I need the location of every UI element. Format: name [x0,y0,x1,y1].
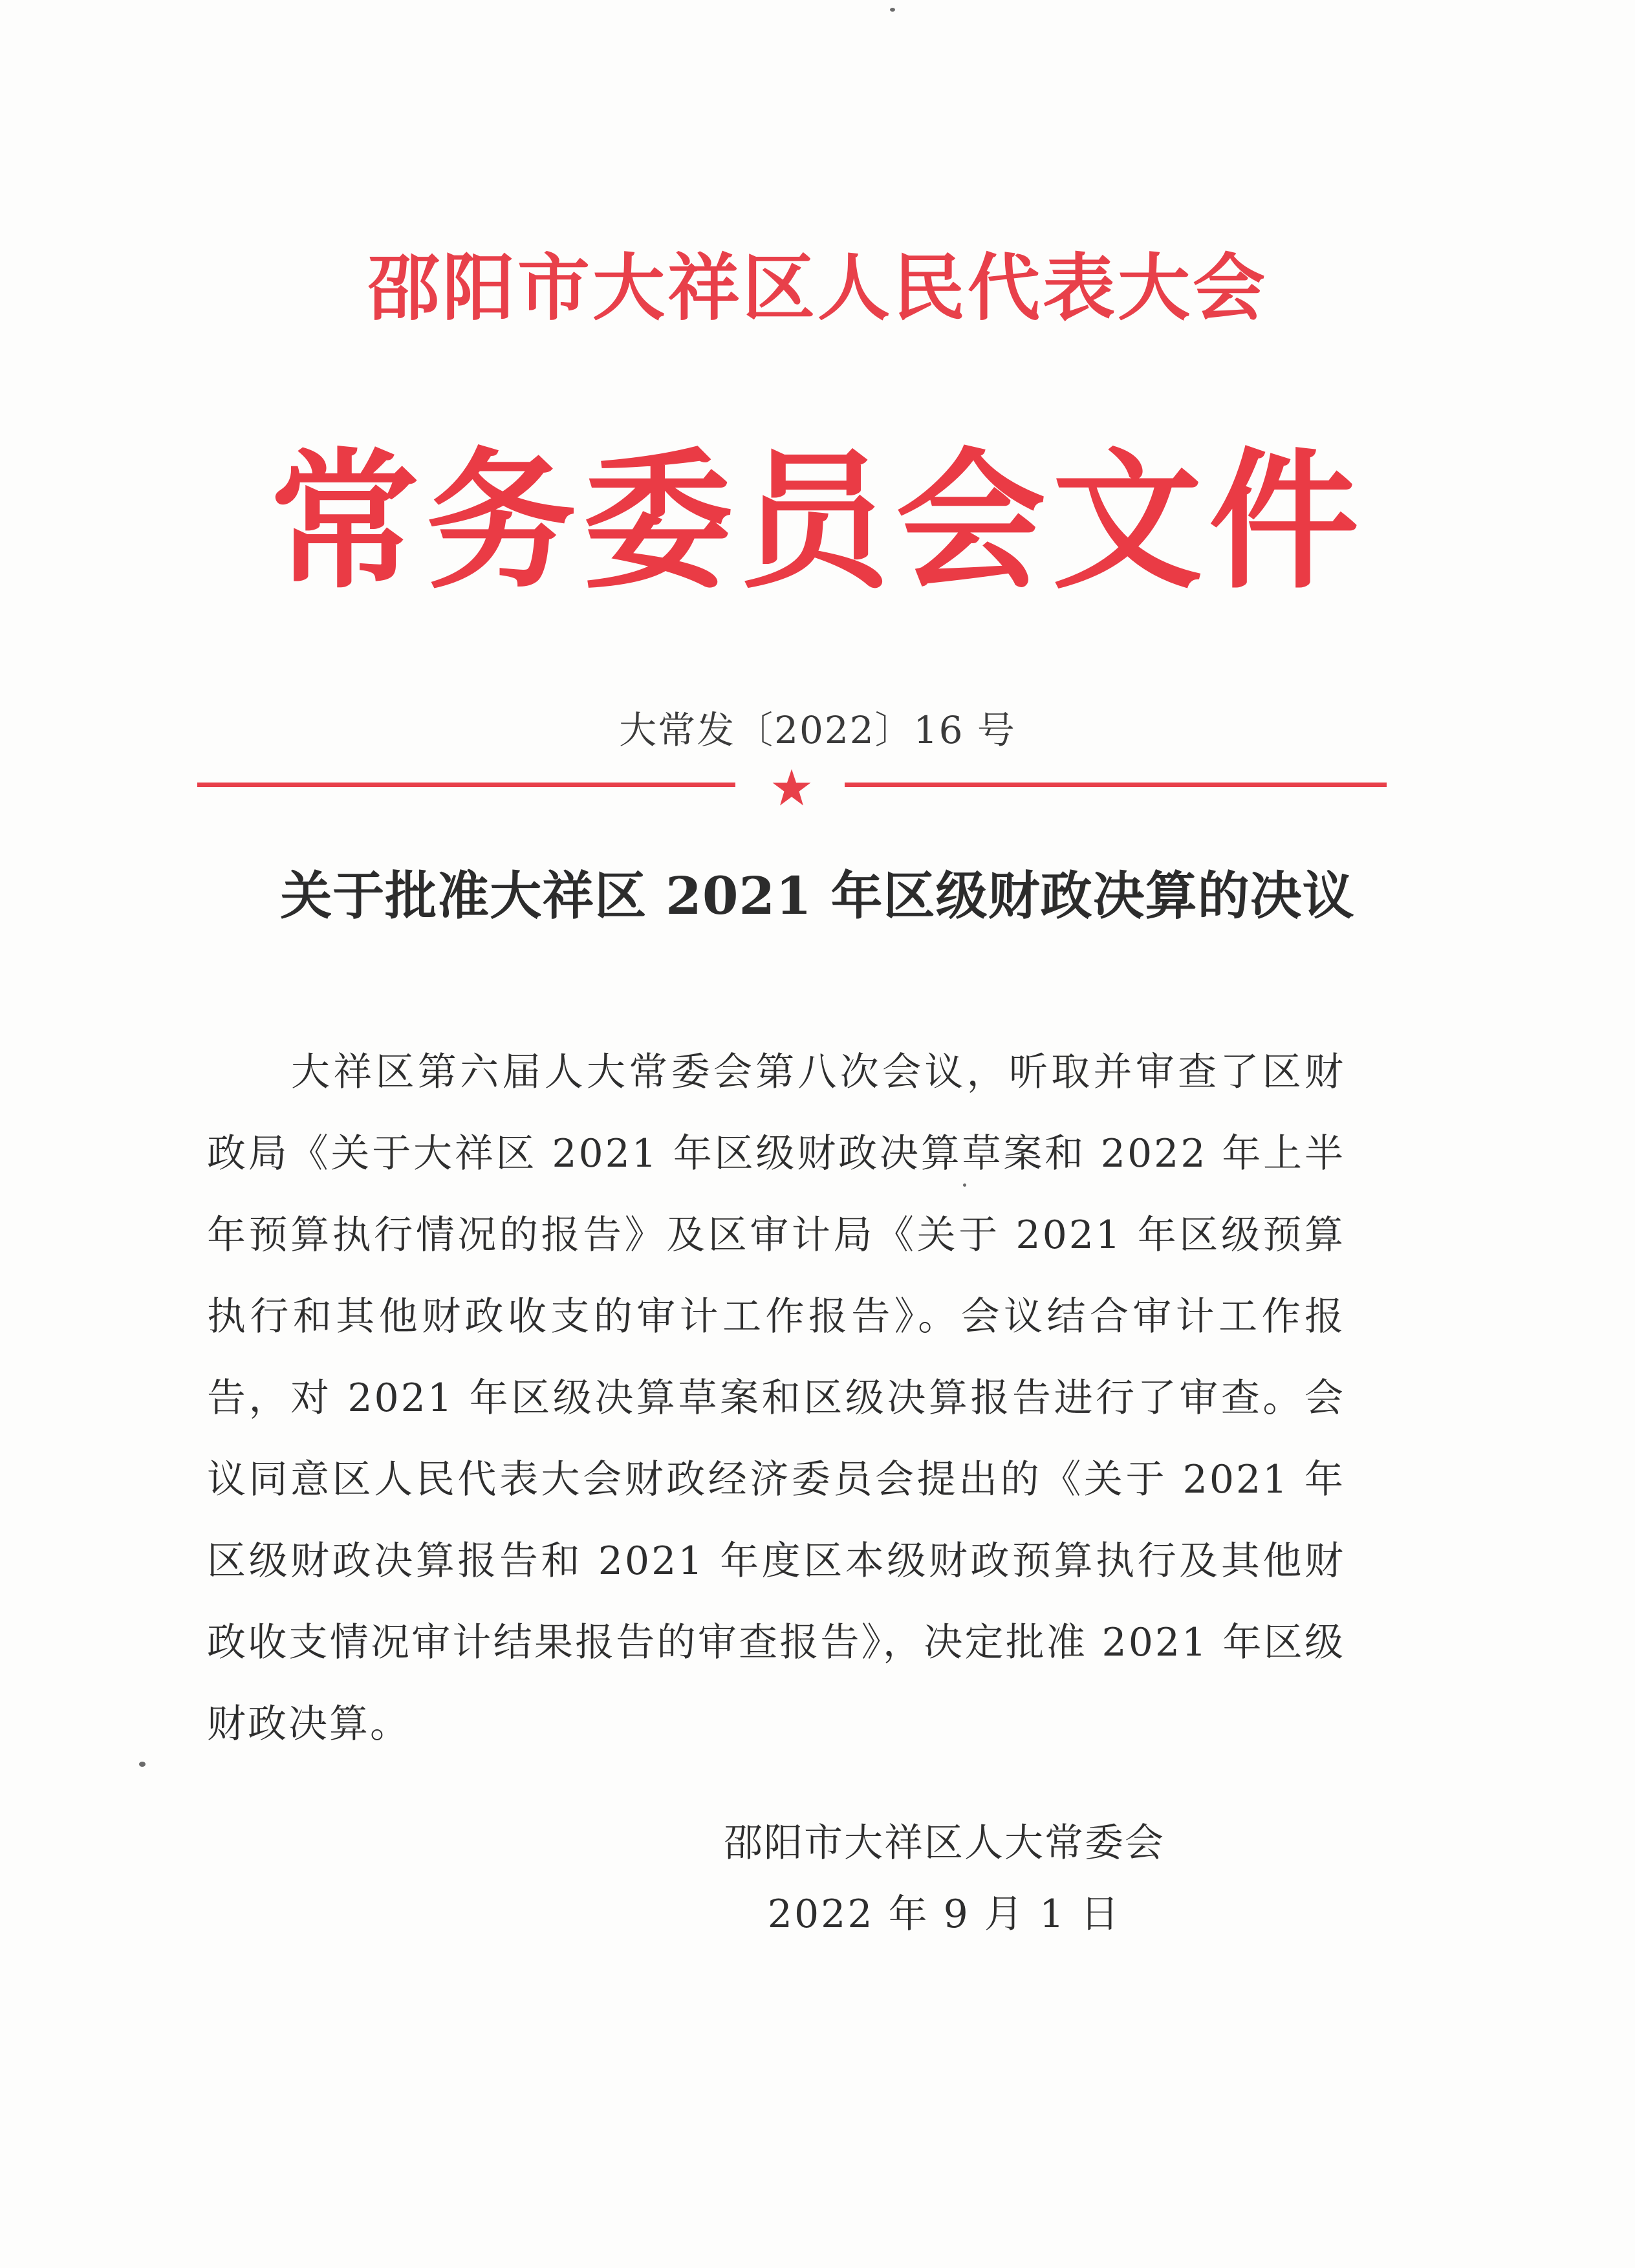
document-type-heading: 常务委员会文件 [269,433,1365,609]
signature-date: 2022 年 9 月 1 日 [767,1892,1121,1937]
red-divider-right [845,783,1387,787]
scan-speck [963,1183,966,1187]
scan-speck [890,8,895,12]
resolution-title: 关于批准大祥区 2021 年区级财政决算的决议 [280,865,1355,926]
signature-issuer: 邵阳市大祥区人大常委会 [724,1820,1165,1866]
document-number: 大常发〔2022〕16 号 [619,708,1016,752]
star-icon [771,767,812,808]
resolution-body: 大祥区第六届人大常委会第八次会议，听取并审查了区财政局《关于大祥区 2021 年区级财政决算草案和 2022 年上半年预算执行情况的报告》及区审计局《关于 2021 年区级预算执行和其他财政收支的审计工作报告》。会议结合审计工作报告，对 2021 年区级决算草案和区级决算报告进行了审查。会议同意区人民代表大会财政经济委员会提出的《关于 2021 年区级财政决算报告和 2021 年度区本级财政预算执行及其他财政收支情况审计结果报告的审查报告》，决定批准 2021 年区级财政决算。 [207,1050,1345,1747]
red-divider-left [197,783,735,787]
issuing-organization: 邵阳市大祥区人民代表大会 [367,246,1268,330]
scan-speck [139,1762,146,1767]
